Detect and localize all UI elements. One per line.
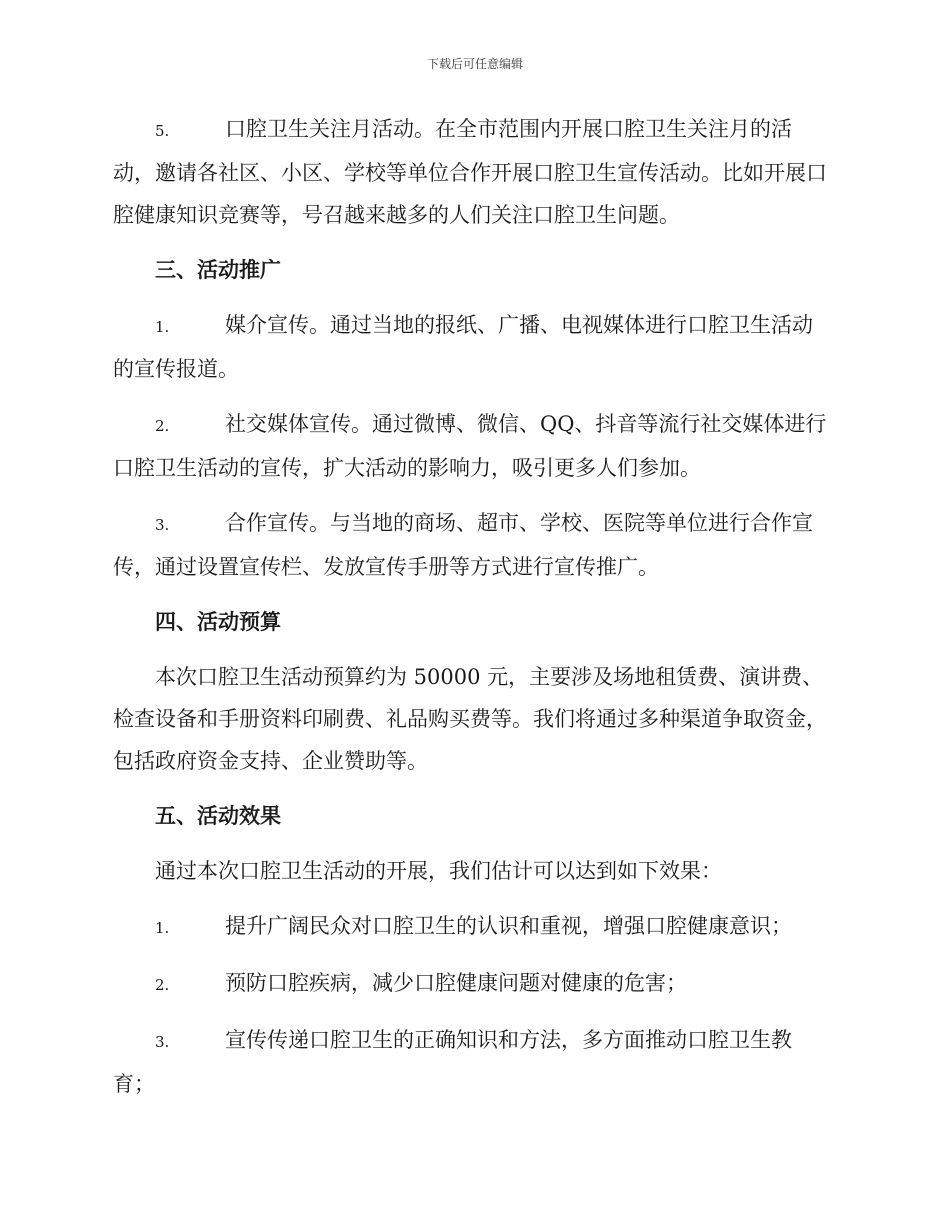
list-item-promotion-3 [113,502,833,588]
list-item-text: 提升广阔民众对口腔卫生的认识和重视，增强口腔健康意识； [225,914,792,938]
list-item-promotion-2 [113,403,833,489]
list-item-text: 合作宣传。与当地的商场、超市、学校、医院等单位进行合作宣传，通过设置宣传栏、发放宣传手册等方式进行宣传推广。 [113,511,813,579]
list-number: 2. [155,417,170,435]
section-heading-effects: 五、活动效果 [155,803,281,828]
effects-intro-paragraph: 通过本次口腔卫生活动的开展，我们估计可以达到如下效果： [155,859,722,883]
list-item-effect-3 [113,1019,833,1105]
list-item-text: 预防口腔疾病，减少口腔健康问题对健康的危害； [225,971,687,995]
list-item-activity-5 [113,108,833,236]
section-heading-budget: 四、活动预算 [155,609,281,634]
list-number: 3. [155,1033,170,1051]
list-item-text: 口腔卫生关注月活动。在全市范围内开展口腔卫生关注月的活动，邀请各社区、小区、学校等单位合作开展口腔卫生宣传活动。比如开展口腔健康知识竞赛等，号召越来越多的人们关注口腔卫生问题。 [113,117,827,227]
section-heading-promotion: 三、活动推广 [155,257,281,282]
document-body [113,108,833,1118]
list-number: 1. [155,318,170,336]
page-header-note: 下载后可任意编辑 [426,57,523,71]
list-item-text: 宣传传递口腔卫生的正确知识和方法，多方面推动口腔卫生教育； [113,1028,792,1096]
list-number: 3. [155,516,170,534]
list-number: 1. [155,919,170,937]
budget-paragraph: 本次口腔卫生活动预算约为 50000 元，主要涉及场地租赁费、演讲费、检查设备和手册资料印刷费、礼品购买费等。我们将通过多种渠道争取资金，包括政府资金支持、企业赞助等。 [113,665,827,773]
list-number: 5. [155,122,170,140]
list-item-promotion-1 [113,304,833,390]
list-item-text: 媒介宣传。通过当地的报纸、广播、电视媒体进行口腔卫生活动的宣传报道。 [113,313,813,381]
list-item-text: 社交媒体宣传。通过微博、微信、QQ、抖音等流行社交媒体进行口腔卫生活动的宣传，扩大活动的影响力，吸引更多人们参加。 [113,412,827,480]
list-item-effect-1 [113,905,833,949]
list-item-effect-2 [113,962,833,1006]
list-number: 2. [155,976,170,994]
